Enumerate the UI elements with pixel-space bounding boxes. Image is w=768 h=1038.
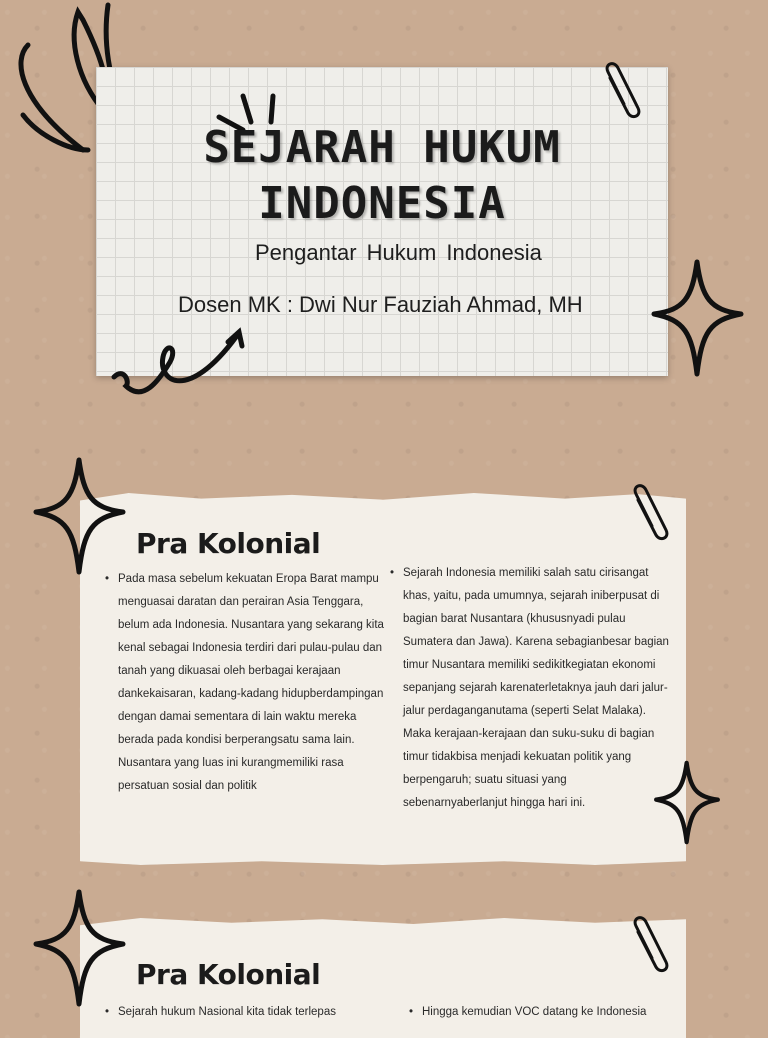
right-column bbox=[403, 562, 673, 815]
paperclip-icon bbox=[628, 912, 673, 977]
left-column bbox=[118, 568, 388, 798]
section-title: Pra Kolonial bbox=[136, 958, 321, 991]
bullet-paragraph: • Pada masa sebelum kekuatan Eropa Barat mampu menguasai daratan dan perairan Asia Tenggara, belum ada Indonesia. Nusantara yang sekarang kita kenal sebagai Indonesia terdiri dari pulau-pulau dan tanah yang dikuasai oleh berbagai kerajaan dankekaisaran, kadang-kadang hidupberdampingan dengan damai sementara di lain waktu mereka berada pada kondisi berperangsatu sama lain. Nusantara yang luas ini kurangmemiliki rasa persatuan sosial dan politik bbox=[118, 568, 388, 798]
loop-arrow-icon bbox=[108, 322, 253, 407]
page-title bbox=[96, 120, 668, 232]
left-column bbox=[118, 1001, 388, 1024]
sparkle-icon bbox=[650, 258, 745, 378]
title-line-1: SEJARAH HUKUM bbox=[203, 122, 561, 173]
right-column bbox=[422, 1001, 692, 1024]
lecturer-name: Dosen MK : Dwi Nur Fauziah Ahmad, MH bbox=[178, 292, 583, 317]
sparkle-icon bbox=[32, 888, 127, 1008]
sparkle-icon bbox=[652, 760, 722, 845]
section-title: Pra Kolonial bbox=[136, 527, 321, 560]
sparkle-icon bbox=[32, 456, 127, 576]
paperclip-icon bbox=[600, 58, 645, 123]
title-line-2: INDONESIA bbox=[258, 178, 506, 229]
bullet-paragraph: • Sejarah Indonesia memiliki salah satu cirisangat khas, yaitu, pada umumnya, sejarah iniberpusat di bagian barat Nusantara (khususnyadi pulau Sumatera dan Jawa). Karena sebagianbesar bagian timur Nusantara memiliki sedikitkegiatan ekonomi sepanjang sejarah karenaterletaknya jauh dari jalur-jalur perdaganganutama (seperti Selat Malaka). Maka kerajaan-kerajaan dan suku-suku di bagian timur tidakbisa menjadi kekuatan politik yang berpengaruh; suatu situasi yang sebenarnyaberlanjut hingga hari ini. bbox=[403, 562, 673, 815]
paperclip-icon bbox=[628, 480, 673, 545]
bullet-paragraph: • Hingga kemudian VOC datang ke Indonesia bbox=[422, 1001, 692, 1024]
bullet-paragraph: • Sejarah hukum Nasional kita tidak terlepas bbox=[118, 1001, 388, 1024]
subtitle: Pengantar Hukum Indonesia bbox=[255, 240, 542, 265]
